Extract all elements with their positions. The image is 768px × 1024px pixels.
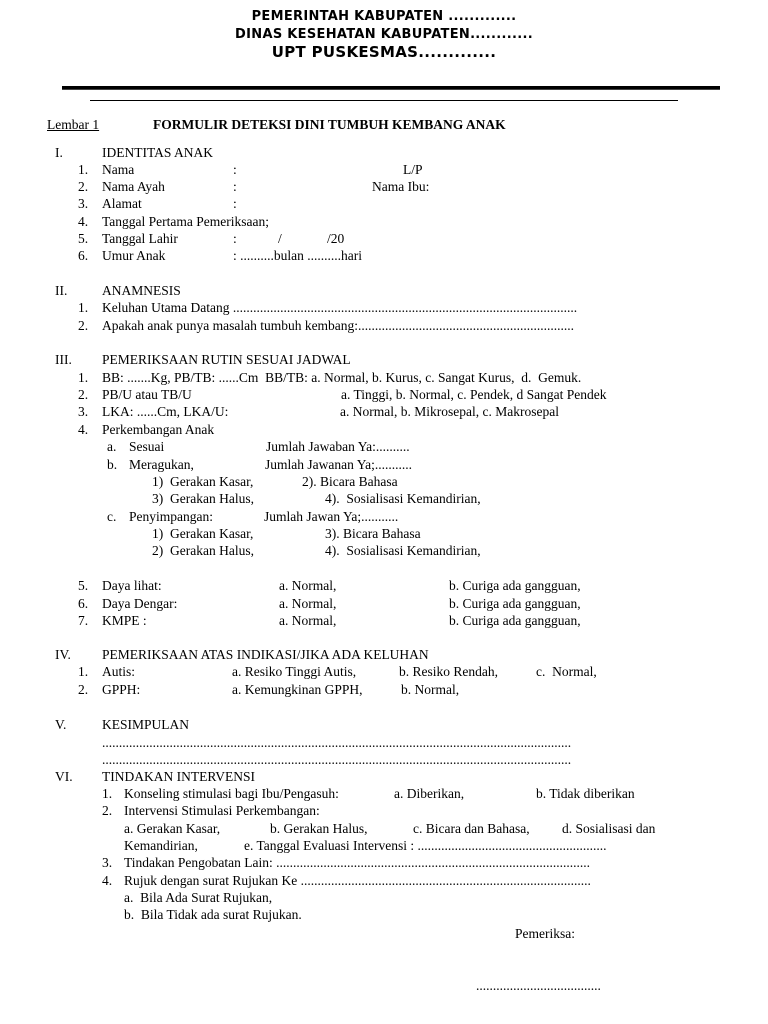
s1-item-number: 4. [78, 214, 89, 229]
s6-item-number: 4. [102, 873, 113, 888]
s6-stimulation-option-d: d. Sosialisasi dan [562, 821, 656, 836]
s6-other-treatment-line: Tindakan Pengobatan Lain: ............................................................................................. [124, 855, 590, 870]
s4-autism-option-b: b. Resiko Rendah, [399, 664, 498, 679]
section-3-title: PEMERIKSAAN RUTIN SESUAI JADWAL [102, 352, 351, 367]
s3-dev-c-letter: c. [107, 509, 117, 524]
s6-stimulation-option-c: c. Bicara dan Bahasa, [413, 821, 530, 836]
s3-item-number: 1. [78, 370, 89, 385]
s1-gender-label: L/P [403, 162, 423, 177]
s2-complaint-line: Keluhan Utama Datang ...................................................................................................... [102, 300, 578, 315]
header-divider-thin [90, 100, 678, 101]
s3-hearing-option-b: b. Curiga ada gangguan, [449, 596, 581, 611]
s3-dev-c-option: 2) Gerakan Halus, [152, 543, 254, 558]
s3-dev-b-option: 4). Sosialisasi Kemandirian, [325, 491, 481, 506]
s5-conclusion-line: ........................................................................................................................................... [102, 752, 572, 767]
s2-growth-problem-line: Apakah anak punya masalah tumbuh kembang:................................................................ [102, 318, 575, 333]
header-line-3: UPT PUSKESMAS............. [271, 43, 497, 61]
s6-item-number: 3. [102, 855, 113, 870]
s1-item-number: 2. [78, 179, 89, 194]
s3-dev-c-option: 3). Bicara Bahasa [325, 526, 421, 541]
s1-item-number: 3. [78, 196, 89, 211]
section-1-number: I. [55, 145, 63, 160]
section-4-title: PEMERIKSAAN ATAS INDIKASI/JIKA ADA KELUHAN [102, 647, 429, 662]
s3-item-number: 4. [78, 422, 89, 437]
s4-autism-option-a: a. Resiko Tinggi Autis, [232, 664, 357, 679]
s3-dev-b-option: 1) Gerakan Kasar, [152, 474, 254, 489]
s3-item-number: 2. [78, 387, 89, 402]
s6-counseling-option-a: a. Diberikan, [394, 786, 465, 801]
s5-conclusion-line: ........................................................................................................................................... [102, 735, 572, 750]
sheet-label: Lembar 1 [47, 117, 100, 132]
s1-item-number: 6. [78, 248, 89, 263]
s3-dev-b-count: Jumlah Jawanan Ya;........... [265, 457, 412, 472]
s6-stimulation-option-b: b. Gerakan Halus, [270, 821, 368, 836]
s6-referral-option-a: a. Bila Ada Surat Rujukan, [124, 890, 273, 905]
section-6-number: VI. [55, 769, 73, 784]
s6-counseling-option-b: b. Tidak diberikan [536, 786, 635, 801]
s3-hearing-label: Daya Dengar: [102, 596, 178, 611]
s6-evaluation-date-line: e. Tanggal Evaluasi Intervensi : ........................................................ [244, 838, 607, 853]
s4-gpph-label: GPPH: [102, 682, 141, 697]
s3-item-number: 7. [78, 613, 89, 628]
s6-stimulation-option-d-cont: Kemandirian, [124, 838, 198, 853]
s1-birthdate-year: /20 [327, 231, 345, 246]
s4-gpph-option-a: a. Kemungkinan GPPH, [232, 682, 363, 697]
s4-gpph-option-b: b. Normal, [401, 682, 460, 697]
s3-item-number: 5. [78, 578, 89, 593]
section-2-title: ANAMNESIS [102, 283, 181, 298]
s4-autism-label: Autis: [102, 664, 136, 679]
section-1-title: IDENTITAS ANAK [102, 145, 214, 160]
s3-pbu-label: PB/U atau TB/U [102, 387, 192, 402]
section-4-number: IV. [55, 647, 71, 662]
s3-kmpe-option-a: a. Normal, [279, 613, 337, 628]
s1-item-number: 1. [78, 162, 89, 177]
s6-referral-line: Rujuk dengan surat Rujukan Ke ...................................................................................... [124, 873, 591, 888]
s1-birthdate-slash: / [278, 231, 282, 246]
s1-ayah-label: Nama Ayah [102, 179, 165, 194]
header-line-2: DINAS KESEHATAN KABUPATEN............ [235, 27, 533, 42]
s3-dev-b-letter: b. [107, 457, 118, 472]
s3-vision-option-b: b. Curiga ada gangguan, [449, 578, 581, 593]
s3-dev-c-label: Penyimpangan: [129, 509, 213, 524]
s1-age-value: : ..........bulan ..........hari [233, 248, 362, 263]
s3-vision-label: Daya lihat: [102, 578, 162, 593]
s3-item-number: 6. [78, 596, 89, 611]
form-title: FORMULIR DETEKSI DINI TUMBUH KEMBANG ANAK [153, 117, 506, 132]
s3-vision-option-a: a. Normal, [279, 578, 337, 593]
s1-nama-colon: : [233, 162, 237, 177]
s4-autism-option-c: c. Normal, [536, 664, 597, 679]
s3-pbu-options: a. Tinggi, b. Normal, c. Pendek, d Sangat Pendek [341, 387, 607, 402]
s3-kmpe-label: KMPE : [102, 613, 147, 628]
s3-dev-b-label: Meragukan, [129, 457, 194, 472]
s6-referral-option-b: b. Bila Tidak ada surat Rujukan. [124, 907, 302, 922]
s1-alamat-colon: : [233, 196, 237, 211]
s2-item-number: 2. [78, 318, 89, 333]
examiner-label: Pemeriksa: [515, 926, 575, 941]
s6-item-number: 1. [102, 786, 113, 801]
s1-first-exam-label: Tanggal Pertama Pemeriksaan; [102, 214, 269, 229]
section-6-title: TINDAKAN INTERVENSI [102, 769, 256, 784]
s6-stimulation-label: Intervensi Stimulasi Perkembangan: [124, 803, 320, 818]
s6-counseling-label: Konseling stimulasi bagi Ibu/Pengasuh: [124, 786, 339, 801]
section-2-number: II. [55, 283, 68, 298]
s4-item-number: 1. [78, 664, 89, 679]
section-3-number: III. [55, 352, 72, 367]
s1-age-label: Umur Anak [102, 248, 166, 263]
s3-dev-b-option: 2). Bicara Bahasa [302, 474, 398, 489]
s1-ayah-colon: : [233, 179, 237, 194]
s3-dev-c-option: 1) Gerakan Kasar, [152, 526, 254, 541]
header-line-1: PEMERINTAH KABUPATEN ............. [251, 9, 517, 24]
s1-item-number: 5. [78, 231, 89, 246]
s1-ibu-label: Nama Ibu: [372, 179, 430, 194]
s1-nama-label: Nama [102, 162, 135, 177]
s1-birthdate-colon: : [233, 231, 237, 246]
section-5-title: KESIMPULAN [102, 717, 190, 732]
s1-alamat-label: Alamat [102, 196, 142, 211]
s2-item-number: 1. [78, 300, 89, 315]
s3-dev-b-option: 3) Gerakan Halus, [152, 491, 254, 506]
s3-lka-label: LKA: ......Cm, LKA/U: [102, 404, 229, 419]
s3-hearing-option-a: a. Normal, [279, 596, 337, 611]
s3-lka-options: a. Normal, b. Mikrosepal, c. Makrosepal [340, 404, 559, 419]
s4-item-number: 2. [78, 682, 89, 697]
header-divider-thick [62, 86, 720, 89]
s3-item-number: 3. [78, 404, 89, 419]
s3-weight-height-line: BB: .......Kg, PB/TB: ......Cm BB/TB: a. Normal, b. Kurus, c. Sangat Kurus, d. Gemuk. [102, 370, 582, 385]
s6-item-number: 2. [102, 803, 113, 818]
s6-stimulation-option-a: a. Gerakan Kasar, [124, 821, 221, 836]
examiner-signature-line: ..................................... [476, 978, 601, 993]
s3-dev-a-letter: a. [107, 439, 117, 454]
section-5-number: V. [55, 717, 67, 732]
s3-development-label: Perkembangan Anak [102, 422, 215, 437]
s3-dev-a-count: Jumlah Jawaban Ya:.......... [266, 439, 410, 454]
s3-dev-a-label: Sesuai [129, 439, 165, 454]
s3-dev-c-count: Jumlah Jawan Ya;........... [264, 509, 399, 524]
s3-kmpe-option-b: b. Curiga ada gangguan, [449, 613, 581, 628]
s3-dev-c-option: 4). Sosialisasi Kemandirian, [325, 543, 481, 558]
s1-birthdate-label: Tanggal Lahir [102, 231, 178, 246]
